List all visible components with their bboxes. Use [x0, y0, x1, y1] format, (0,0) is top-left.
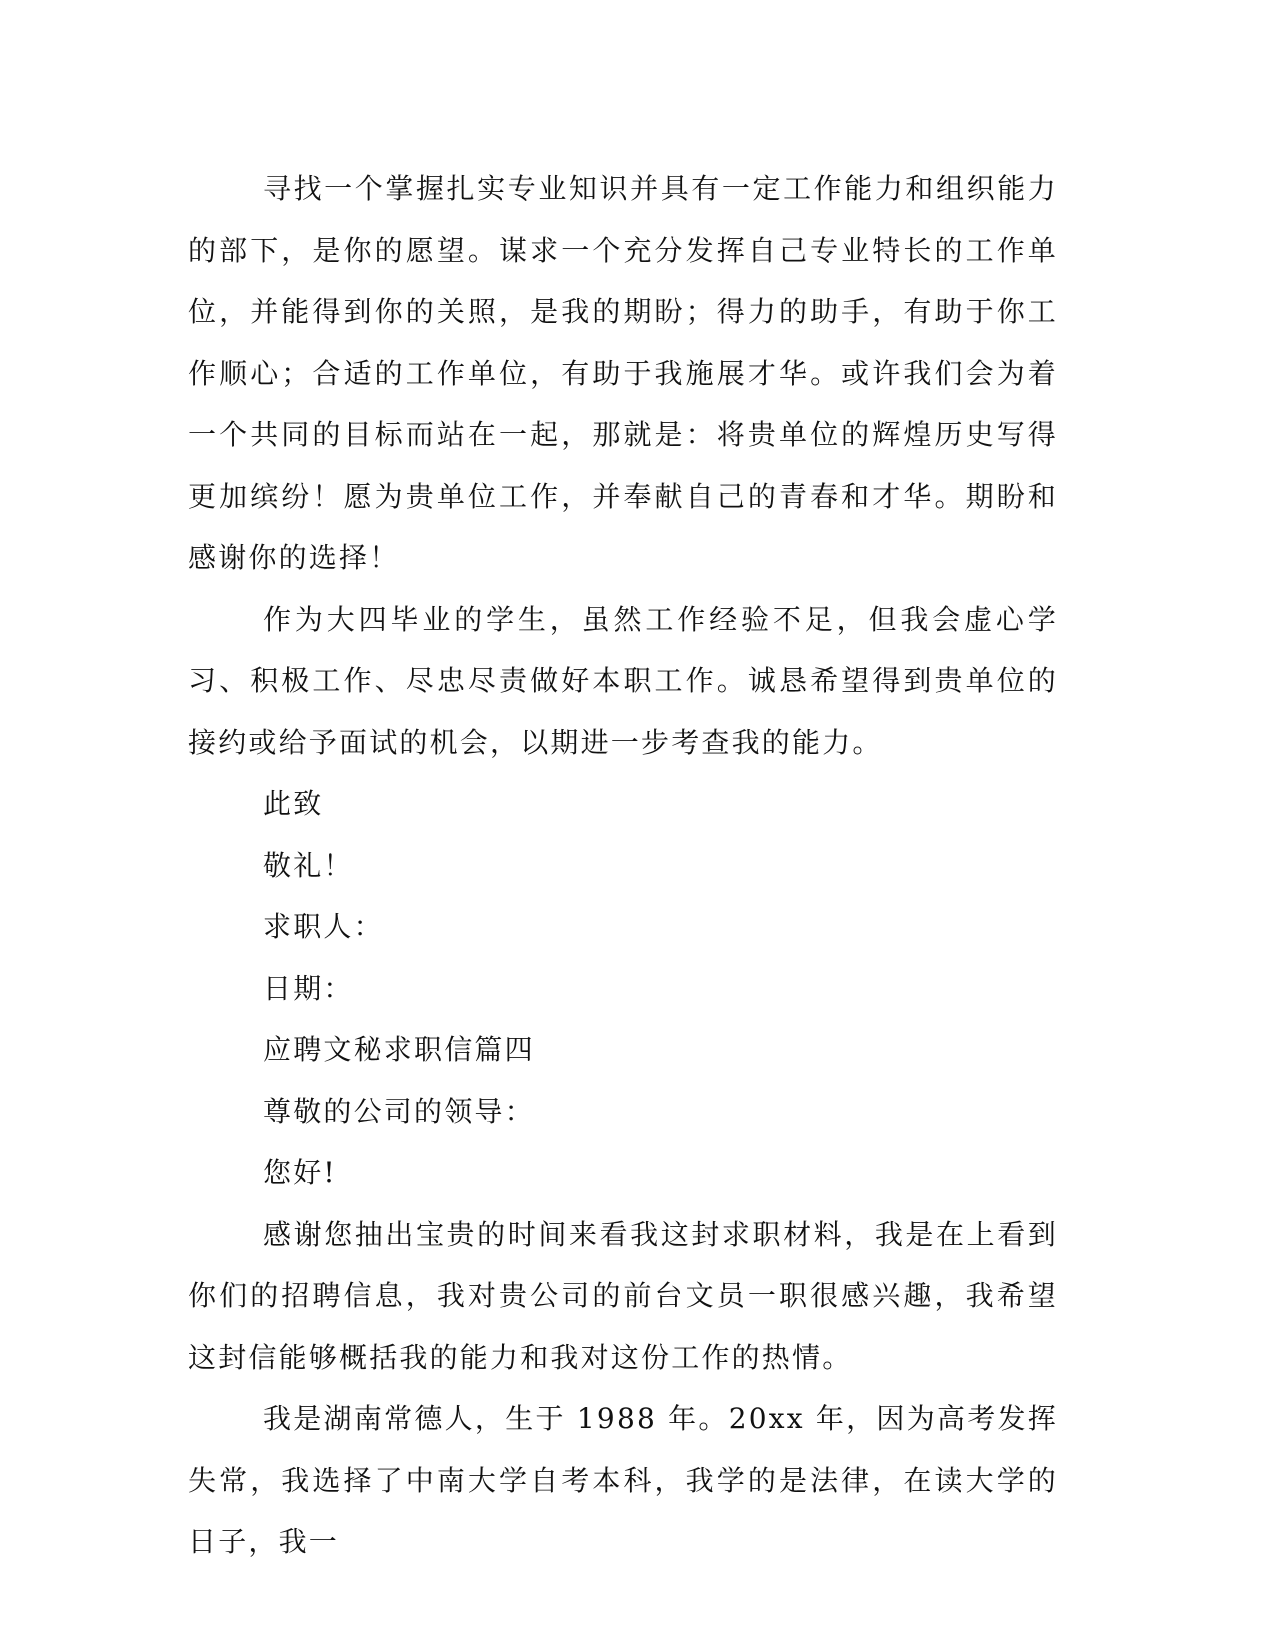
- paragraph-ideal-employee: 寻找一个掌握扎实专业知识并具有一定工作能力和组织能力的部下，是你的愿望。谋求一个充分发挥自己专业特长的工作单位，并能得到你的关照，是我的期盼；得力的助手，有助于你工作顺心；合适的工作单位，有助于我施展才华。或许我们会为着一个共同的目标而站在一起，那就是：将贵单位的辉煌历史写得更加缤纷！愿为贵单位工作，并奉献自己的青春和才华。期盼和感谢你的选择！: [188, 172, 1058, 574]
- salutation: 敬礼！: [263, 848, 354, 882]
- date-label: 日期：: [263, 971, 354, 1005]
- paragraph-background: 我是湖南常德人，生于 1988 年。20xx 年，因为高考发挥失常，我选择了中南大学自考本科，我学的是法律，在读大学的日子，我一: [188, 1402, 1058, 1558]
- greeting-recipient: 尊敬的公司的领导：: [263, 1094, 535, 1128]
- paragraph-graduate-intro: 作为大四毕业的学生，虽然工作经验不足，但我会虚心学习、积极工作、尽忠尽责做好本职工作。诚恳希望得到贵单位的接约或给予面试的机会，以期进一步考查我的能力。: [188, 602, 1058, 759]
- section-title: 应聘文秘求职信篇四: [263, 1033, 535, 1066]
- closing-phrase: 此致: [263, 787, 324, 820]
- greeting-hello: 您好!: [263, 1156, 337, 1189]
- paragraph-thanks: 感谢您抽出宝贵的时间来看我这封求职材料，我是在上看到你们的招聘信息，我对贵公司的前台文员一职很感兴趣，我希望这封信能够概括我的能力和我对这份工作的热情。: [188, 1217, 1058, 1374]
- letter-body: [188, 158, 1058, 1573]
- applicant-label: 求职人：: [263, 910, 384, 943]
